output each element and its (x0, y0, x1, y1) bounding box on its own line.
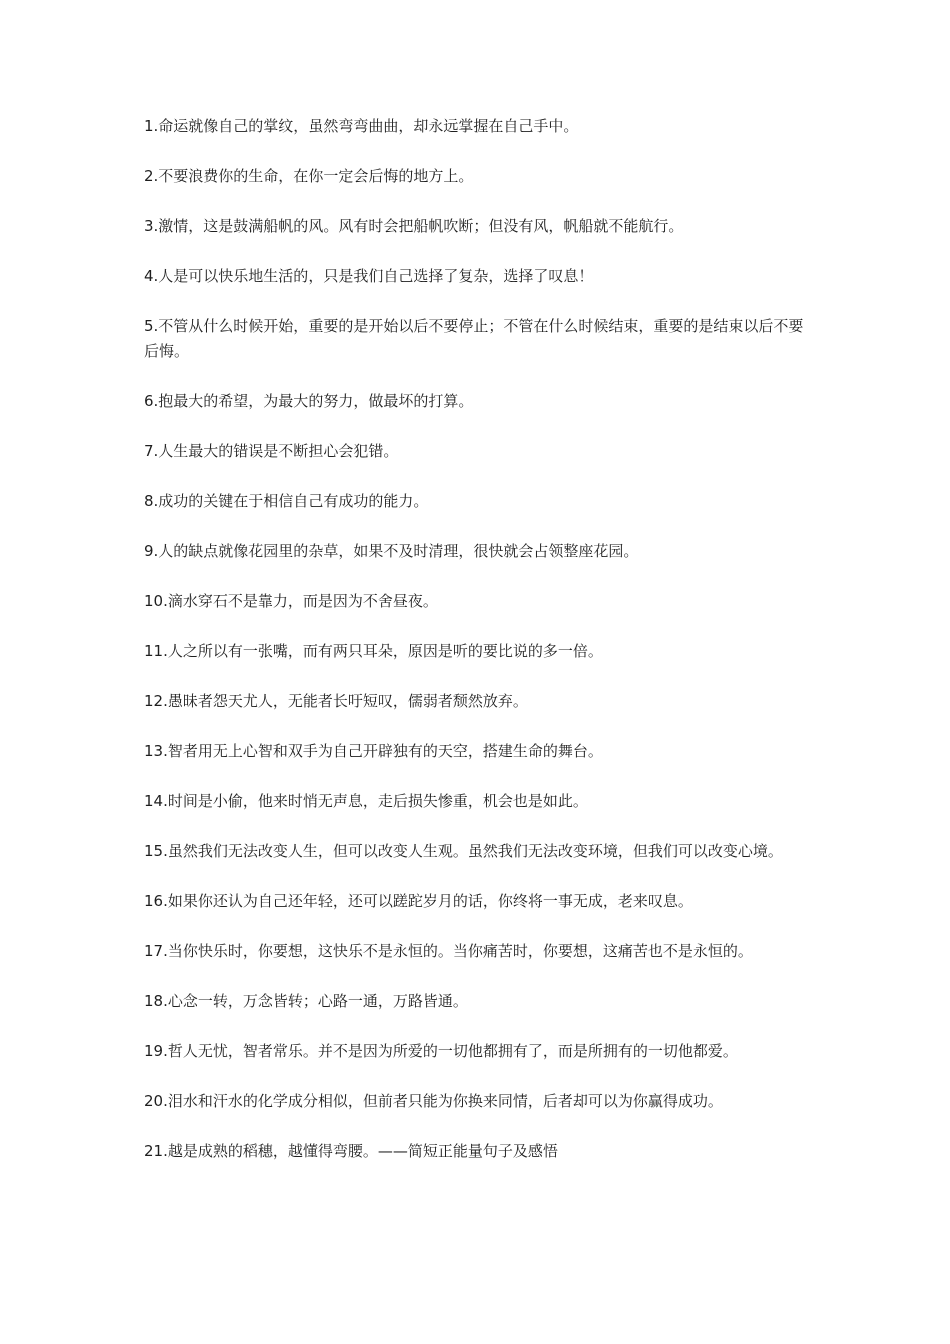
quote-item: 5.不管从什么时候开始，重要的是开始以后不要停止；不管在什么时候结束，重要的是结束以后不要后悔。 (144, 317, 804, 360)
quote-item: 18.心念一转，万念皆转；心路一通，万路皆通。 (144, 992, 468, 1010)
quote-item: 11.人之所以有一张嘴，而有两只耳朵，原因是听的要比说的多一倍。 (144, 642, 603, 660)
quote-item: 1.命运就像自己的掌纹，虽然弯弯曲曲，却永远掌握在自己手中。 (144, 117, 579, 135)
quote-item: 16.如果你还认为自己还年轻，还可以蹉跎岁月的话，你终将一事无成，老来叹息。 (144, 892, 693, 910)
quote-item: 15.虽然我们无法改变人生，但可以改变人生观。虽然我们无法改变环境，但我们可以改变心境。 (144, 842, 783, 860)
quote-list (144, 114, 816, 1189)
quote-item: 3.激情，这是鼓满船帆的风。风有时会把船帆吹断；但没有风，帆船就不能航行。 (144, 217, 684, 235)
quote-item: 12.愚昧者怨天尤人，无能者长吁短叹，儒弱者颓然放弃。 (144, 692, 528, 710)
quote-item: 7.人生最大的错误是不断担心会犯错。 (144, 442, 399, 460)
quote-item: 17.当你快乐时，你要想，这快乐不是永恒的。当你痛苦时，你要想，这痛苦也不是永恒的。 (144, 942, 753, 960)
quote-item: 20.泪水和汗水的化学成分相似，但前者只能为你换来同情，后者却可以为你赢得成功。 (144, 1092, 723, 1110)
quote-item: 21.越是成熟的稻穗，越懂得弯腰。——简短正能量句子及感悟 (144, 1142, 558, 1160)
quote-item: 8.成功的关键在于相信自己有成功的能力。 (144, 492, 429, 510)
quote-item: 13.智者用无上心智和双手为自己开辟独有的天空，搭建生命的舞台。 (144, 742, 603, 760)
quote-item: 10.滴水穿石不是靠力，而是因为不舍昼夜。 (144, 592, 438, 610)
quote-item: 4.人是可以快乐地生活的，只是我们自己选择了复杂，选择了叹息！ (144, 267, 594, 285)
quote-item: 6.抱最大的希望，为最大的努力，做最坏的打算。 (144, 392, 474, 410)
quote-item: 2.不要浪费你的生命，在你一定会后悔的地方上。 (144, 167, 474, 185)
quote-item: 9.人的缺点就像花园里的杂草，如果不及时清理，很快就会占领整座花园。 (144, 542, 639, 560)
quote-item: 14.时间是小偷，他来时悄无声息，走后损失惨重，机会也是如此。 (144, 792, 588, 810)
quote-item: 19.哲人无忧，智者常乐。并不是因为所爱的一切他都拥有了，而是所拥有的一切他都爱。 (144, 1042, 738, 1060)
